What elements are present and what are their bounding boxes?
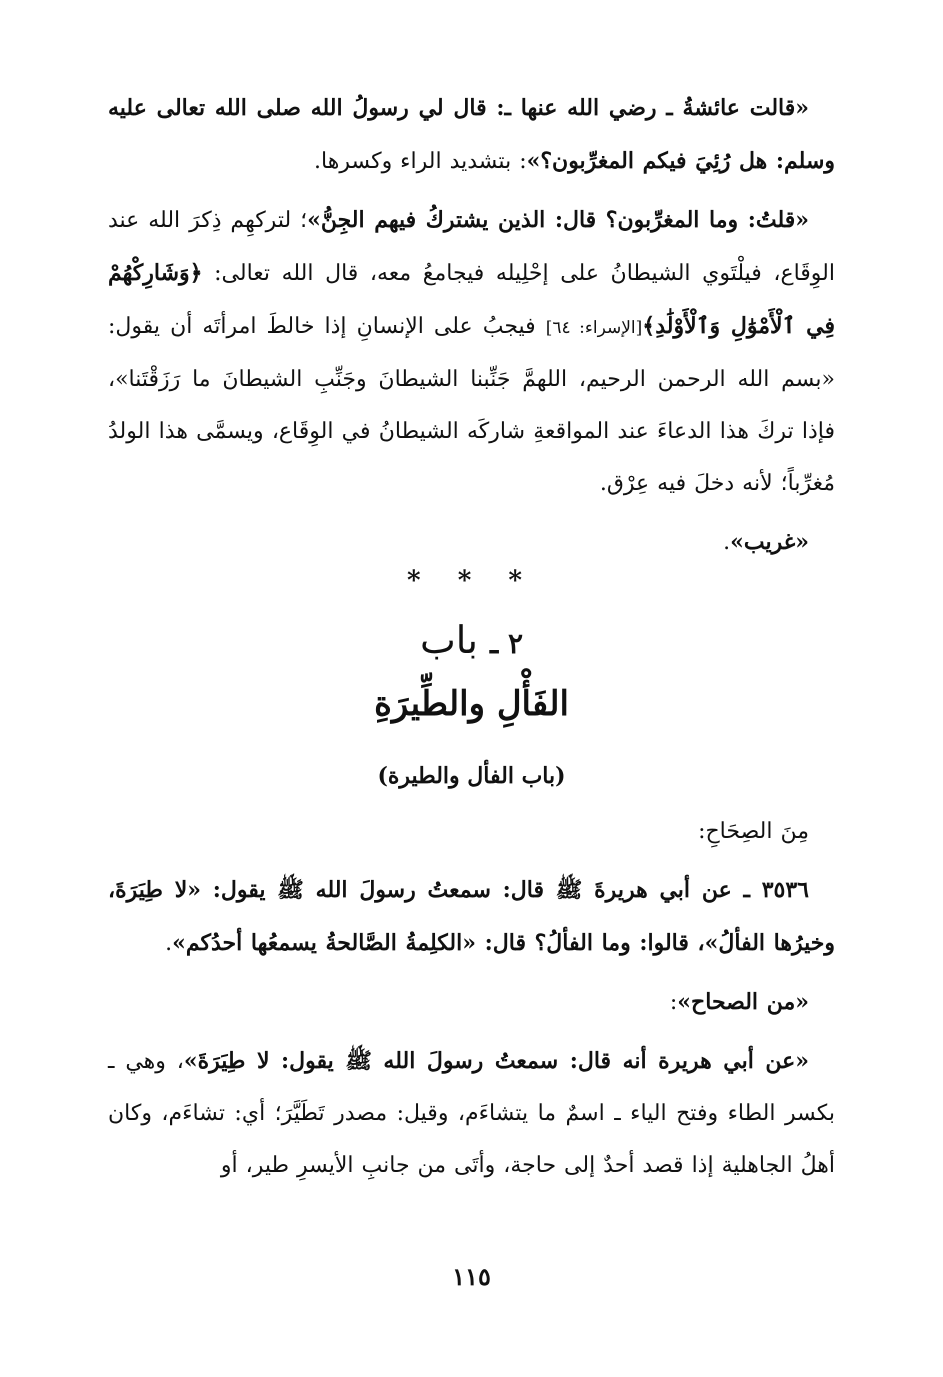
paragraph-tiyara-explanation <box>108 1035 835 1192</box>
commentary-label: «من الصحاح» <box>677 989 809 1015</box>
paragraph-min-sihah <box>108 976 835 1029</box>
section-label-sihah <box>108 806 835 858</box>
commentary-text: : <box>669 990 678 1015</box>
paragraph-mugharribun <box>108 194 835 510</box>
commentary-text: فيجبُ على الإنسانِ إذا خالطَ امرأتَه أن يقول: «بسم الله الرحمن الرحيم، اللهمَّ جَنِّبنا الشيطانَ وجَنِّبِ الشيطانَ ما رَزَقْتَنا»، فإذا تركَ هذا الدعاءَ عند المواقعةِ شاركَه الشيطانُ في الوِقَاع، ويسمَّى هذا الولدُ مُغرِّباً؛ لأنه دخلَ فيه عِرْق. <box>108 314 835 496</box>
paragraph-aisha <box>108 82 835 188</box>
chapter-heading <box>0 610 943 674</box>
page-number: ١١٥ <box>452 1262 491 1291</box>
chapter-subtitle: (باب الفأل والطيرة) <box>377 763 566 789</box>
commentary-text: . <box>723 530 731 555</box>
hadith-text: ٣٥٣٦ ـ عن أبي هريرةَ ﷺ قال: سمعتُ رسولَ الله ﷺ يقول: «لا طِيَرَةَ، وخيرُها الفألُ»، قالوا: وما الفألُ؟ قال: «الكلِمةُ الصَّالحةُ يسمعُها أحدُكم» <box>108 877 835 956</box>
commentary-text: : بتشديد الراء وكسرها. <box>314 149 527 174</box>
verse-reference: [الإسراء: ٦٤] <box>545 318 643 338</box>
commentary-top <box>108 82 835 569</box>
commentary-text: ؛ لتركهِم ذِكرَ الله عند الوِقَاع، فيلْتَوي الشيطانُ على إحْلِيله فيجامعُ معه، قال الله تعالى: <box>108 208 835 286</box>
chapter-title: الفَأْلِ والطِّيرَةِ <box>374 684 569 724</box>
quran-verse: ﴿وَشَارِكْهُمْ فِي ٱلْأَمْوَٰلِ وَٱلْأَوْلَٰدِ﴾ <box>108 260 836 339</box>
hadith-quote: «عن أبي هريرة أنه قال: سمعتُ رسولَ الله ﷺ يقول: لا طِيَرَةَ» <box>183 1048 809 1074</box>
hadith-quote: «قالت عائشةُ ـ رضي الله عنها ـ: قال لي رسولُ الله صلى الله تعالى عليه وسلم: هل رُئِيَ فيكم المغرِّبون؟» <box>108 95 835 174</box>
hadith-section <box>108 806 835 1192</box>
grading-label: «غريب» <box>730 529 809 555</box>
section-label: مِنَ الصِحَاحِ: <box>698 819 809 844</box>
chapter-label: باب <box>419 618 478 662</box>
commentary-text: . <box>165 931 173 956</box>
chapter-number: ٢ ـ <box>490 627 524 660</box>
paragraph-grading <box>108 516 835 569</box>
hadith-quote: «قلتُ: وما المغرِّبون؟ قال: الذين يشتركُ فيهم الجِنُّ» <box>307 207 809 233</box>
section-separator: * * * <box>407 566 536 596</box>
commentary-text: ، وهي ـ بكسر الطاء وفتح الياء ـ اسمٌ ما يتشاءَم، وقيل: مصدر تَطَيَّرَ؛ أي: تشاءَم، وكان أهلُ الجاهلية إذا قصد أحدٌ إلى حاجة، وأتَى من جانبِ الأيسرِ طير، أو <box>108 1049 835 1178</box>
hadith-3536 <box>108 864 835 970</box>
